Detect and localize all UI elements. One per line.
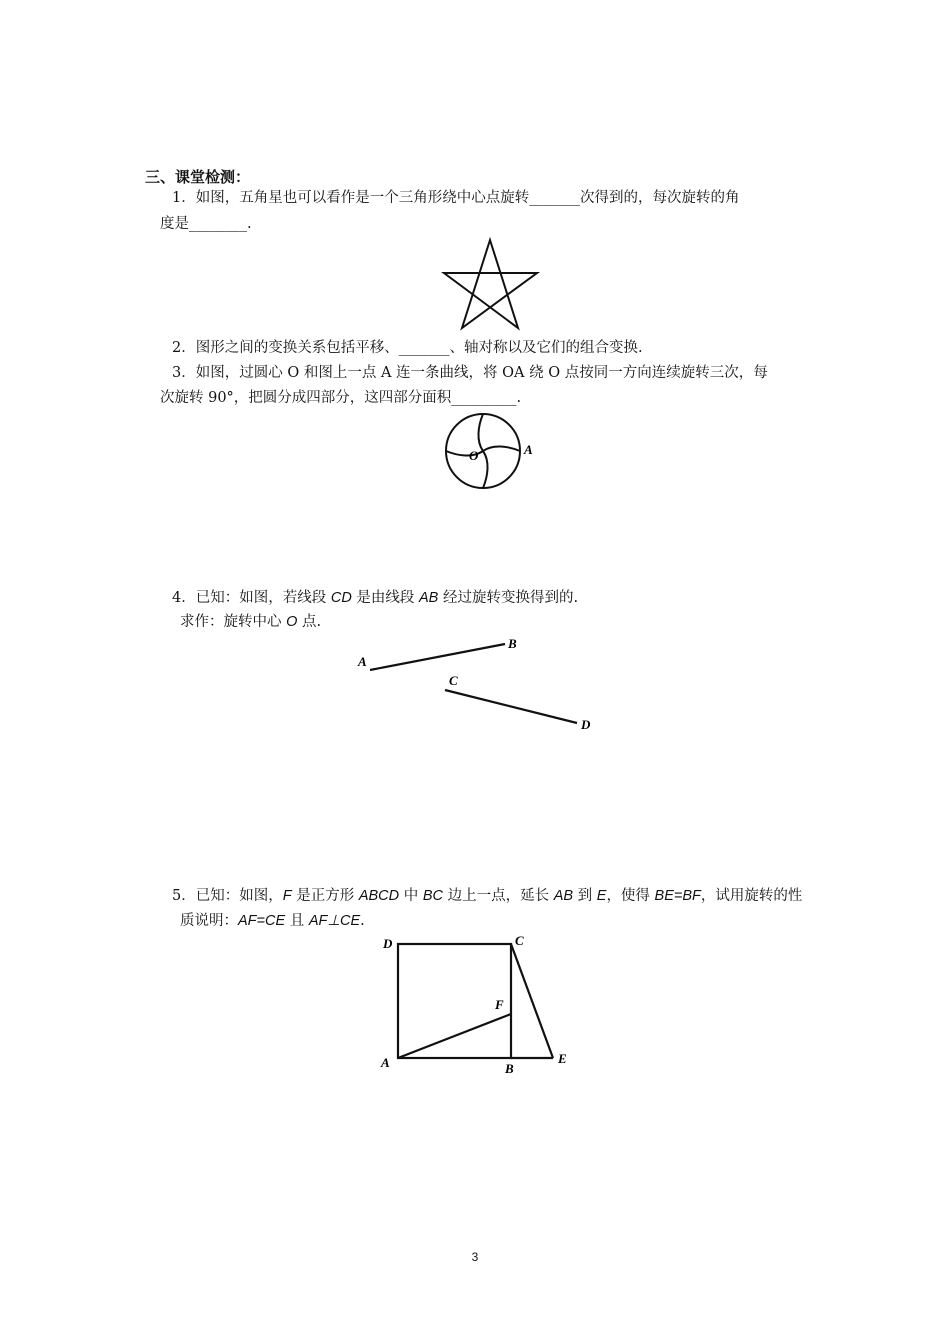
q4-text-c: 经过旋转变换得到的. [438, 590, 579, 606]
curve-bottom [483, 451, 488, 488]
q5-t10: . [360, 913, 365, 929]
q4-text-b: 是由线段 [351, 590, 420, 606]
q4-ab: AB [419, 590, 439, 606]
q5-afce: AF=CE [238, 913, 286, 929]
q5-t2: 是正方形 [291, 888, 359, 904]
q1-text-line2: 度是________. [160, 216, 252, 232]
q5-t4: 边上一点，延长 [442, 888, 554, 904]
q5-text-line2 [180, 911, 365, 931]
q5-abcd: ABCD [358, 888, 400, 904]
star-figure [436, 236, 546, 332]
q4-cd: CD [330, 590, 352, 606]
q4-o: O [286, 614, 298, 630]
label-o: O [469, 448, 479, 463]
q1-text-line1: 1．如图，五角星也可以看作是一个三角形绕中心点旋转_______次得到的，每次旋转的角 [172, 190, 740, 206]
curve-to-a [483, 446, 520, 451]
label-a: A [358, 654, 367, 669]
q5-t3: 中 [399, 888, 423, 904]
q3-text-line1: 3．如图，过圆心 O 和图上一点 A 连一条曲线，将 OA 绕 O 点按同一方向连续旋转三次，每 [172, 365, 768, 381]
segment-ce [511, 944, 553, 1058]
q4-text-a: 4．已知：如图，若线段 [172, 590, 331, 606]
circle-figure [440, 410, 550, 492]
segments-figure [350, 630, 600, 740]
label-b: B [508, 636, 517, 651]
q5-bebf: BE=BF [654, 888, 701, 904]
segment-af [398, 1014, 511, 1058]
page-number: 3 [471, 1250, 479, 1264]
segment-ab [370, 644, 505, 670]
q5-text-line1 [172, 886, 802, 906]
label-f: F [495, 997, 504, 1012]
q3-text-line2: 次旋转 90°，把圆分成四部分，这四部分面积_________. [160, 390, 522, 406]
square-figure [375, 930, 575, 1080]
pentagram-shape [444, 240, 537, 328]
label-d: D [383, 936, 393, 951]
q5-e: E [596, 888, 607, 904]
q5-t1: 5．已知：如图， [172, 888, 283, 904]
q4-text-e: 点. [297, 614, 322, 630]
q5-ab: AB [553, 888, 574, 904]
q5-f: F [282, 888, 292, 904]
label-c: C [449, 673, 458, 688]
segment-cd [445, 690, 577, 723]
q4-text-line2 [180, 612, 321, 632]
label-c: C [515, 933, 524, 948]
q5-t6: ，使得 [606, 888, 655, 904]
label-d: D [581, 717, 591, 732]
label-e: E [558, 1051, 567, 1066]
q5-t8: 质说明： [180, 913, 238, 929]
q5-t7: ，试用旋转的性 [700, 888, 803, 904]
q5-afperp: AF⊥CE [308, 913, 361, 929]
q5-t9: 且 [285, 913, 309, 929]
q4-text-d: 求作：旋转中心 [180, 614, 287, 630]
section-title: 三、课堂检测： [145, 168, 251, 186]
q5-bc: BC [422, 888, 443, 904]
q4-text-line1 [172, 588, 578, 608]
label-a: A [524, 442, 533, 457]
q5-t5: 到 [573, 888, 597, 904]
curve-top [478, 414, 483, 451]
label-a: A [381, 1055, 390, 1070]
label-b: B [505, 1061, 514, 1076]
q2-text-line1: 2．图形之间的变换关系包括平移、_______、轴对称以及它们的组合变换. [172, 340, 643, 356]
